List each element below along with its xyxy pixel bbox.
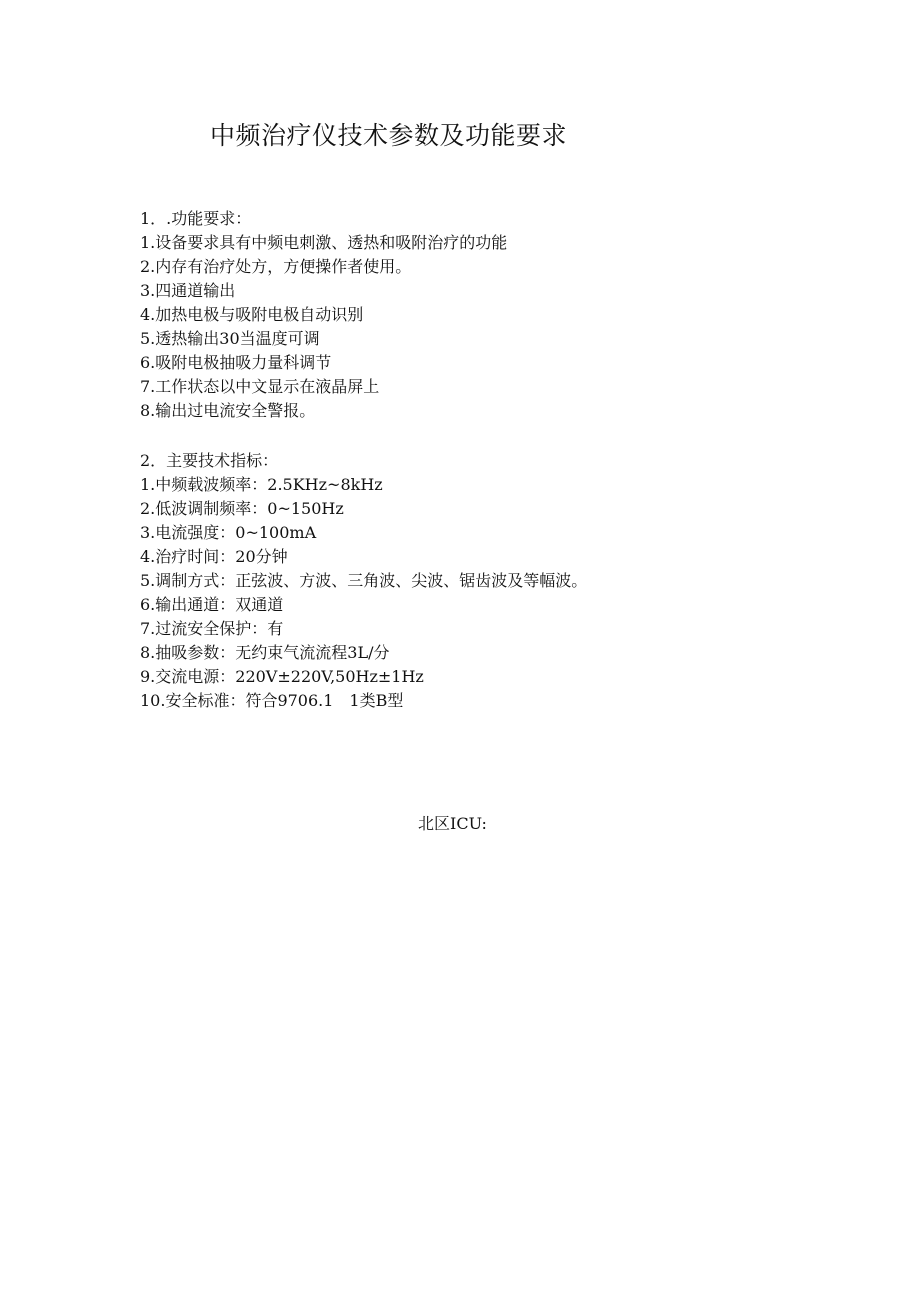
list-item: 6.输出通道：双通道 (140, 595, 284, 614)
list-item: 5.透热输出30当温度可调 (140, 329, 320, 348)
list-item: 3.电流强度：0~100mA (140, 523, 317, 542)
section-technical-specs (140, 449, 840, 713)
list-item: 1.中频载波频率：2.5KHz~8kHz (140, 475, 383, 494)
list-item: 7.工作状态以中文显示在液晶屏上 (140, 377, 380, 396)
list-item: 7.过流安全保护：有 (140, 619, 284, 638)
footer-note: 北区ICU: (418, 814, 487, 833)
list-item: 3.四通道输出 (140, 281, 236, 300)
list-item: 2.内存有治疗处方，方便操作者使用。 (140, 257, 412, 276)
section-heading: 2．主要技术指标： (140, 451, 279, 470)
section-function-requirements (140, 207, 840, 423)
section-heading: 1．.功能要求： (140, 209, 252, 228)
list-item: 8.输出过电流安全警报。 (140, 401, 316, 420)
list-item: 4.治疗时间：20分钟 (140, 547, 288, 566)
list-item: 2.低波调制频率：0~150Hz (140, 499, 344, 518)
list-item: 1.设备要求具有中频电刺激、透热和吸附治疗的功能 (140, 233, 508, 252)
list-item: 10.安全标准：符合9706.1 1类B型 (140, 691, 404, 710)
list-item: 6.吸附电极抽吸力量科调节 (140, 353, 332, 372)
list-item: 9.交流电源：220V±220V,50Hz±1Hz (140, 667, 424, 686)
list-item: 5.调制方式：正弦波、方波、三角波、尖波、锯齿波及等幅波。 (140, 571, 588, 590)
list-item: 8.抽吸参数：无约束气流流程3L/分 (140, 643, 390, 662)
document-title: 中频治疗仪技术参数及功能要求 (210, 121, 568, 150)
list-item: 4.加热电极与吸附电极自动识别 (140, 305, 364, 324)
